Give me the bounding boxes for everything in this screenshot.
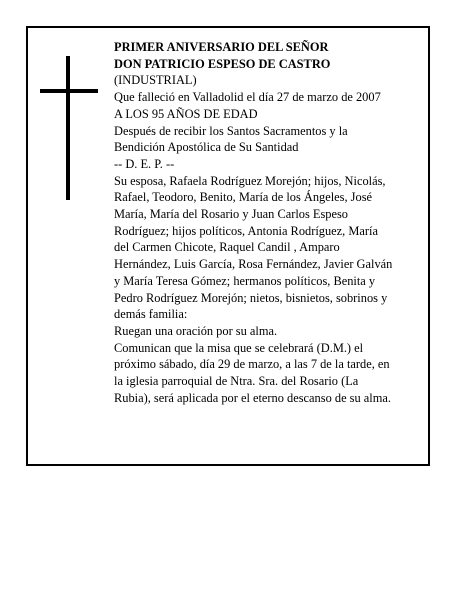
notice-occupation: (INDUSTRIAL)	[114, 73, 197, 88]
notice-title-line-2: DON PATRICIO ESPESO DE CASTRO	[114, 56, 331, 71]
notice-text	[114, 39, 422, 406]
notice-family-line-4: Rodríguez; hijos políticos, Antonia Rodríguez, María	[114, 223, 378, 238]
notice-prayer: Ruegan una oración por su alma.	[114, 323, 278, 338]
notice-family-line-9: demás familia:	[114, 307, 188, 322]
notice-rip: -- D. E. P. --	[114, 156, 175, 171]
notice-mass-line-4: Rubia), será aplicada por el eterno descanso de su alma.	[114, 390, 391, 405]
notice-mass-line-1: Comunican que la misa que se celebrará (D.M.) el	[114, 340, 364, 355]
notice-age: A LOS 95 AÑOS DE EDAD	[114, 106, 258, 121]
notice-family-line-7: y María Teresa Gómez; hermanos políticos, Benita y	[114, 273, 376, 288]
notice-family-line-6: Hernández, Luis García, Rosa Fernández, Javier Galván	[114, 257, 393, 272]
notice-family-line-8: Pedro Rodríguez Morejón; nietos, bisnietos, sobrinos y	[114, 290, 388, 305]
notice-title-line-1: PRIMER ANIVERSARIO DEL SEÑOR	[114, 40, 329, 54]
notice-mass-line-2: próximo sábado, día 29 de marzo, a las 7 de la tarde, en	[114, 357, 390, 372]
notice-death-date: Que falleció en Valladolid el día 27 de marzo de 2007	[114, 90, 381, 105]
notice-family-line-3: María, María del Rosario y Juan Carlos Espeso	[114, 207, 348, 222]
notice-family-line-5: del Carmen Chicote, Raquel Candil , Amparo	[114, 240, 340, 255]
obituary-notice	[26, 26, 430, 466]
notice-sacraments-line-2: Bendición Apostólica de Su Santidad	[114, 140, 299, 155]
cross-icon	[40, 56, 100, 200]
cross-vertical-bar	[66, 56, 70, 200]
notice-mass-line-3: la iglesia parroquial de Ntra. Sra. del Rosario (La	[114, 374, 359, 389]
cross-horizontal-bar	[40, 89, 98, 93]
notice-sacraments-line-1: Después de recibir los Santos Sacramentos y la	[114, 123, 348, 138]
notice-family-line-1: Su esposa, Rafaela Rodríguez Morejón; hijos, Nicolás,	[114, 173, 386, 188]
notice-family-line-2: Rafael, Teodoro, Benito, María de los Ángeles, José	[114, 190, 373, 205]
